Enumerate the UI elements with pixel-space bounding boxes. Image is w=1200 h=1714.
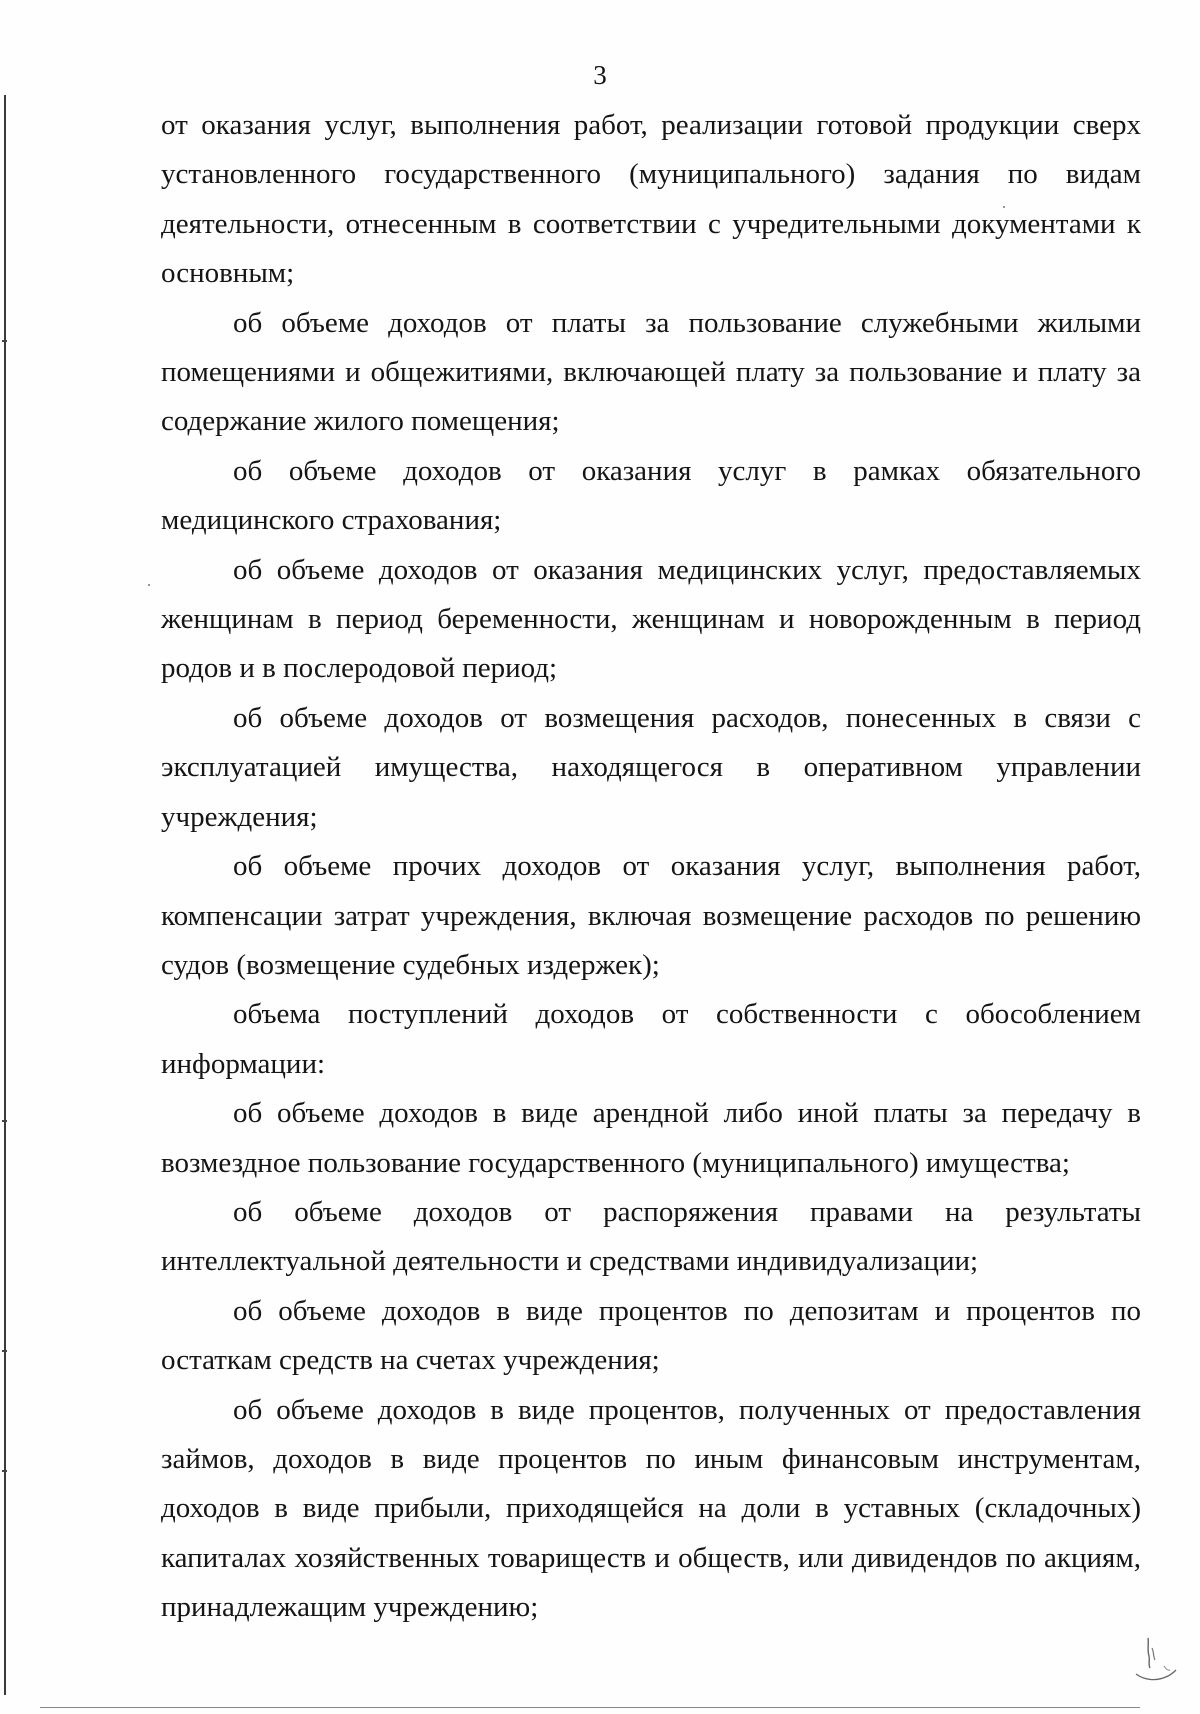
scan-edge-mark [2, 1120, 7, 1122]
handwritten-initials-mark [1134, 1636, 1178, 1684]
paragraph: об объеме доходов в виде процентов, полученных от предоставления займов, доходов в виде процентов по иным финансовым инструментам, доходов в виде прибыли, приходящейся на доли в уставных (складочных) капиталах хозяйственных товариществ и обществ, или дивидендов по акциям, принадлежащим учреждению; [161, 1393, 1141, 1624]
paragraph: об объеме прочих доходов от оказания услуг, выполнения работ, компенсации затрат учреждения, включая возмещение расходов по решению судов (возмещение судебных издержек); [161, 850, 1141, 981]
scan-edge-mark [2, 1470, 7, 1472]
page-number: 3 [593, 60, 607, 90]
paragraph: об объеме доходов от распоряжения правами на результаты интеллектуальной деятельности и средствами индивидуализации; [161, 1195, 1141, 1278]
scan-bottom-edge-line [40, 1707, 1140, 1708]
document-body [161, 101, 1141, 1633]
scan-left-edge-line [4, 95, 6, 1695]
scan-speck [148, 584, 150, 586]
paragraph: об объеме доходов от оказания медицинских услуг, предоставляемых женщинам в период беременности, женщинам и новорожденным в период родов и в послеродовой период; [161, 553, 1141, 685]
scan-edge-mark [2, 340, 7, 342]
scan-speck [1003, 206, 1005, 208]
paragraph: об объеме доходов в виде процентов по депозитам и процентов по остаткам средств на счетах учреждения; [161, 1294, 1141, 1377]
paragraph: от оказания услуг, выполнения работ, реализации готовой продукции сверх установленного государственного (муниципального) задания по видам деятельности, отнесенным в соответствии с учредительными документами к основным; [161, 109, 1141, 290]
paragraph: об объеме доходов от платы за пользование служебными жилыми помещениями и общежитиями, включающей плату за пользование и плату за содержание жилого помещения; [161, 306, 1141, 438]
paragraph: объема поступлений доходов от собственности с обособлением информации: [161, 998, 1141, 1080]
scan-edge-mark [2, 1350, 7, 1352]
paragraph: об объеме доходов от возмещения расходов, понесенных в связи с эксплуатацией имущества, находящегося в оперативном управлении учреждения; [161, 701, 1141, 833]
paragraph: об объеме доходов в виде арендной либо иной платы за передачу в возмездное пользование государственного (муниципального) имущества; [161, 1097, 1141, 1179]
paragraph: об объеме доходов от оказания услуг в рамках обязательного медицинского страхования; [161, 454, 1141, 537]
